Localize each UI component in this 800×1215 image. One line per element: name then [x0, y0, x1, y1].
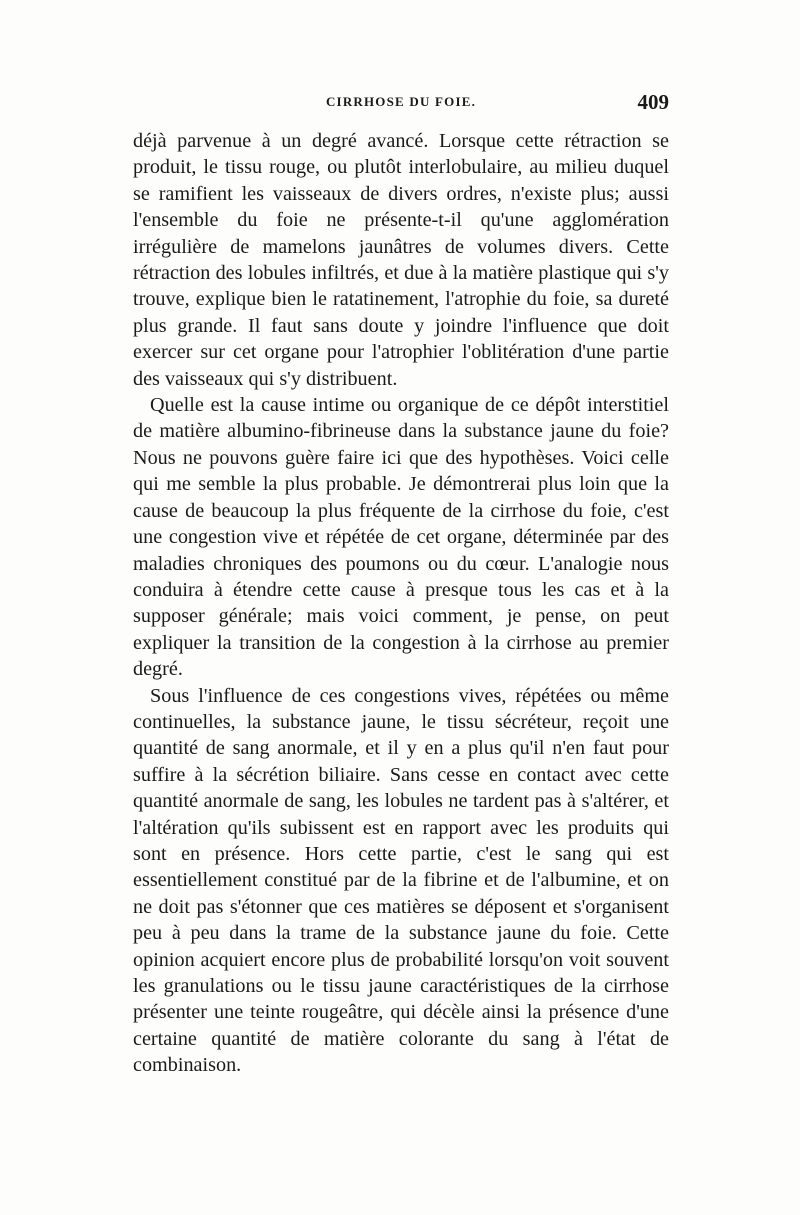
- running-title: CIRRHOSE DU FOIE.: [325, 94, 477, 109]
- body-text: [133, 128, 669, 1079]
- paragraph-2: Quelle est la cause intime ou organique de ce dépôt interstitiel de matière albumino-fibrineuse dans la substance jaune du foie? Nous ne pouvons guère faire ici que des hypothèses. Voici celle qui me semble la plus probable. Je démontrerai plus loin que la cause de beaucoup la plus fréquente de la cirrhose du foie, c'est une congestion vive et répétée de cet organe, déterminée par des maladies chroniques des poumons ou du cœur. L'analogie nous conduira à étendre cette cause à presque tous les cas et à la supposer générale; mais voici comment, je pense, on peut expliquer la transition de la congestion à la cirrhose au premier degré.: [133, 394, 669, 681]
- page-number: 409: [637, 90, 669, 114]
- page-header: [133, 90, 669, 116]
- paragraph-3: Sous l'influence de ces congestions vives, répétées ou même continuelles, la substance jaune, le tissu sécréteur, reçoit une quantité de sang anormale, et il y en a plus qu'il n'en faut pour suffire à la sécrétion biliaire. Sans cesse en contact avec cette quantité anormale de sang, les lobules ne tardent pas à s'altérer, et l'altération qu'ils subissent est en rapport avec les produits qui sont en présence. Hors cette partie, c'est le sang qui est essentiellement constitué par de la fibrine et de l'albumine, et on ne doit pas s'étonner que ces matières se déposent et s'organisent peu à peu dans la trame de la substance jaune du foie. Cette opinion acquiert encore plus de probabilité lorsqu'on voit souvent les granulations ou le tissu jaune caractéristiques de la cirrhose présenter une teinte rougeâtre, qui décèle ainsi la présence d'une certaine quantité de matière colorante du sang à l'état de combinaison.: [133, 684, 669, 1077]
- paragraph-1: déjà parvenue à un degré avancé. Lorsque cette rétraction se produit, le tissu rouge, ou plutôt interlobulaire, au milieu duquel se ramifient les vaisseaux de divers ordres, n'existe plus; aussi l'ensemble du foie ne présente-t-il qu'une agglomération irrégulière de mamelons jaunâtres de volumes divers. Cette rétraction des lobules infiltrés, et due à la matière plastique qui s'y trouve, explique bien le ratatinement, l'atrophie du foie, sa dureté plus grande. Il faut sans doute y joindre l'influence que doit exercer sur cet organe pour l'atrophier l'oblitération d'une partie des vaisseaux qui s'y distribuent.: [133, 130, 669, 390]
